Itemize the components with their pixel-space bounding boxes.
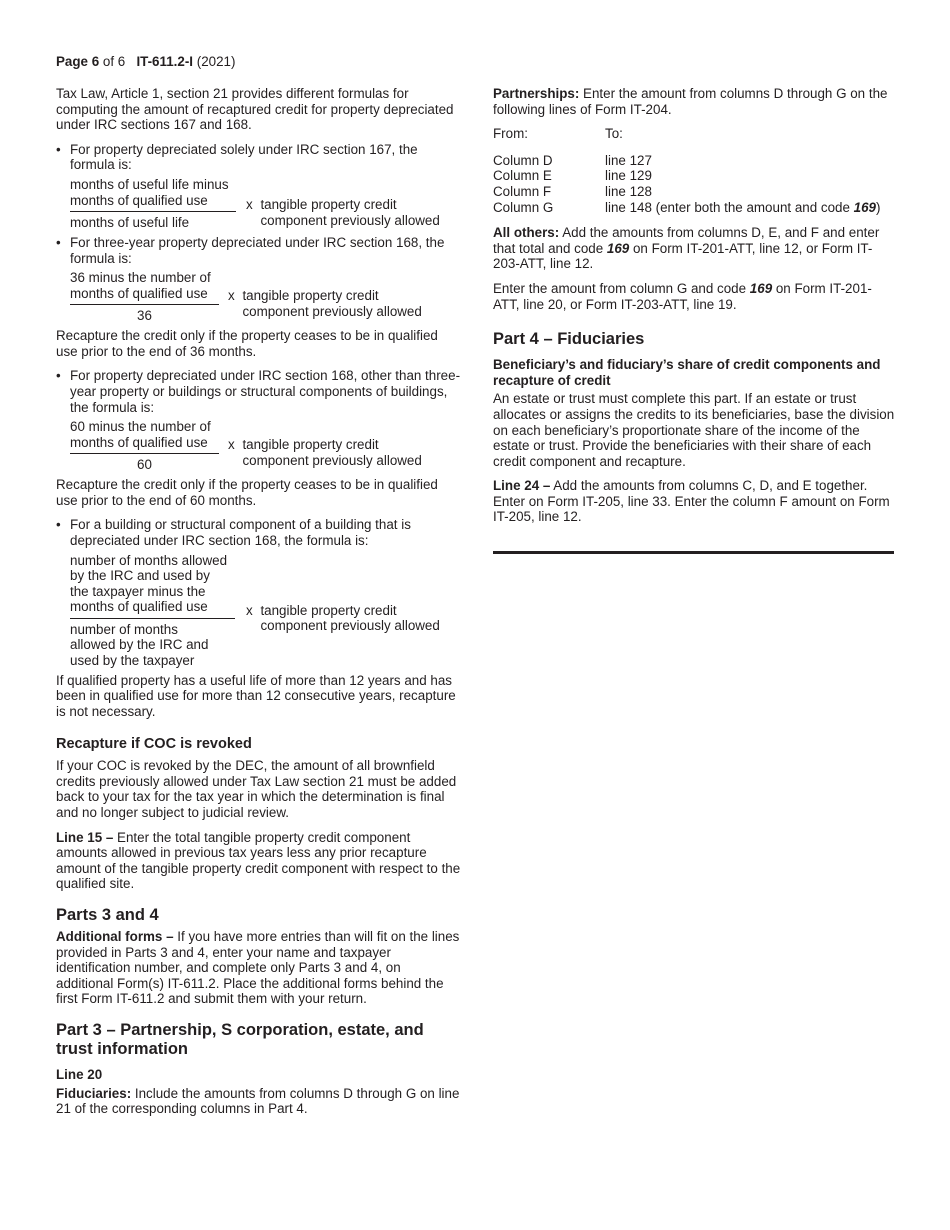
bullet-building: • For a building or structural component of a building that is depreciated under IRC section 168, the formula is: [56, 517, 461, 548]
from-cell: Column G [493, 199, 554, 215]
formula-167 [70, 177, 461, 229]
heading-part-4: Part 4 – Fiduciaries [493, 330, 645, 349]
heading-coc-revoked: Recapture if COC is revoked [56, 736, 252, 753]
fraction-bar [70, 211, 236, 212]
from-cell: Column E [493, 168, 552, 184]
formula-167-multiplier: x tangible property credit component previously allowed [246, 196, 440, 228]
right-column [493, 86, 895, 554]
page-header [56, 54, 235, 70]
to-cell: line 128 [605, 183, 652, 199]
fiduciaries-text: Fiduciaries: Include the amounts from columns D through G on line 21 of the corresponding columns in Part 4. [56, 1085, 460, 1117]
bullet-three-year: • For three-year property depreciated under IRC section 168, the formula is: [56, 235, 461, 266]
additional-forms-text: Additional forms – If you have more entries than will fit on the lines provided in Parts 3 and 4, enter your name and taxpayer identification number, and complete only Parts 3 and 4, on additional Form(s) IT-611.2. Place the additional forms behind the first Form IT-611.2 and submit them with your return. [56, 929, 460, 1007]
page-label: Page 6 [56, 54, 100, 69]
to-cell: line 127 [605, 152, 652, 168]
left-column [56, 86, 461, 1126]
partnerships-text: Partnerships: Enter the amount from columns D through G on the following lines of Form IT-204. [493, 86, 888, 117]
column-g-text: Enter the amount from column G and code 169 on Form IT-201-ATT, line 20, or Form IT-203-ATT, line 19. [493, 280, 872, 312]
heading-line-20: Line 20 [56, 1067, 103, 1082]
from-cell: Column F [493, 183, 552, 199]
fraction-bar [70, 618, 235, 619]
heading-parts-3-4: Parts 3 and 4 [56, 906, 159, 925]
recapture-36-text: Recapture the credit only if the property ceases to be in qualified use prior to the end of 36 months. [56, 328, 438, 359]
form-year: (2021) [196, 54, 236, 69]
formula-60-multiplier: x tangible property credit component previously allowed [228, 437, 422, 468]
from-to-table [493, 126, 895, 215]
estate-trust-text: An estate or trust must complete this part. If an estate or trust allocates or assigns the credits to its beneficiaries, base the division on each beneficiary’s proportionate share of the income of the estate or trust. Provide the beneficiaries with their share of each credit component and recapture. [493, 391, 895, 469]
formula-three-year [70, 270, 461, 322]
formula-167-den: months of useful life [70, 215, 190, 231]
heading-beneficiary-share: Beneficiary’s and fiduciary’s share of credit components and recapture of credit [493, 357, 881, 388]
to-cell: line 129 [605, 168, 652, 184]
recapture-60-text: Recapture the credit only if the property ceases to be in qualified use prior to the end of 60 months. [56, 477, 438, 508]
formula-168 [70, 419, 461, 471]
fraction-bar [70, 304, 219, 305]
to-header: To: [605, 126, 623, 142]
formula-167-fraction [70, 177, 236, 231]
formula-36-multiplier: x tangible property credit component previously allowed [228, 288, 422, 319]
heading-part-3: Part 3 – Partnership, S corporation, estate, and trust information [56, 1021, 424, 1058]
formula-building-multiplier: x tangible property credit component previously allowed [246, 602, 440, 634]
formula-167-num: months of useful life minus months of qualified use [70, 176, 229, 208]
bullet-168: • For property depreciated under IRC section 168, other than three-year property or buildings or structural components of buildings, the formula is: [56, 368, 461, 415]
intro-text: Tax Law, Article 1, section 21 provides different formulas for computing the amount of recaptured credit for property depreciated under IRC sections 167 and 168. [56, 86, 454, 133]
formula-building [70, 553, 461, 667]
form-id: IT-611.2-I [136, 54, 194, 69]
fraction-bar [70, 453, 219, 454]
from-header: From: [493, 126, 528, 142]
line15-text: Line 15 – Enter the total tangible property credit component amounts allowed in previous tax years less any prior recapture amount of the tangible property credit component with respect to the qualified site. [56, 829, 461, 892]
from-cell: Column D [493, 152, 553, 168]
useful-life-text: If qualified property has a useful life of more than 12 years and has been in qualified use for more than 12 consecutive years, recapture is not necessary. [56, 672, 456, 719]
formula-building-fraction: number of months allowed by the IRC and used by the taxpayer minus the months of qualified use number of months allowed by the IRC and used by the taxpayer [70, 553, 235, 669]
coc-text: If your COC is revoked by the DEC, the amount of all brownfield credits previously allowed under Tax Law section 21 must be added back to your tax for the tax year in which the determination is final and no longer subject to judicial review. [56, 758, 457, 821]
formula-36-fraction: 36 minus the number of months of qualified use 36 [70, 270, 219, 324]
end-rule [493, 551, 894, 554]
all-others-text: All others: Add the amounts from columns D, E, and F and enter that total and code 169 on Form IT-201-ATT, line 12, or Form IT-203-ATT, line 12. [493, 225, 880, 272]
formula-60-fraction: 60 minus the number of months of qualified use 60 [70, 419, 219, 473]
line24-text: Line 24 – Add the amounts from columns C, D, and E together. Enter on Form IT-205, line 33. Enter the column F amount on Form IT-205, line 12. [493, 478, 890, 525]
bullet-167: • For property depreciated solely under IRC section 167, the formula is: [56, 142, 461, 173]
to-cell: line 148 (enter both the amount and code 169) [605, 199, 881, 215]
page-of: of 6 [102, 54, 126, 69]
